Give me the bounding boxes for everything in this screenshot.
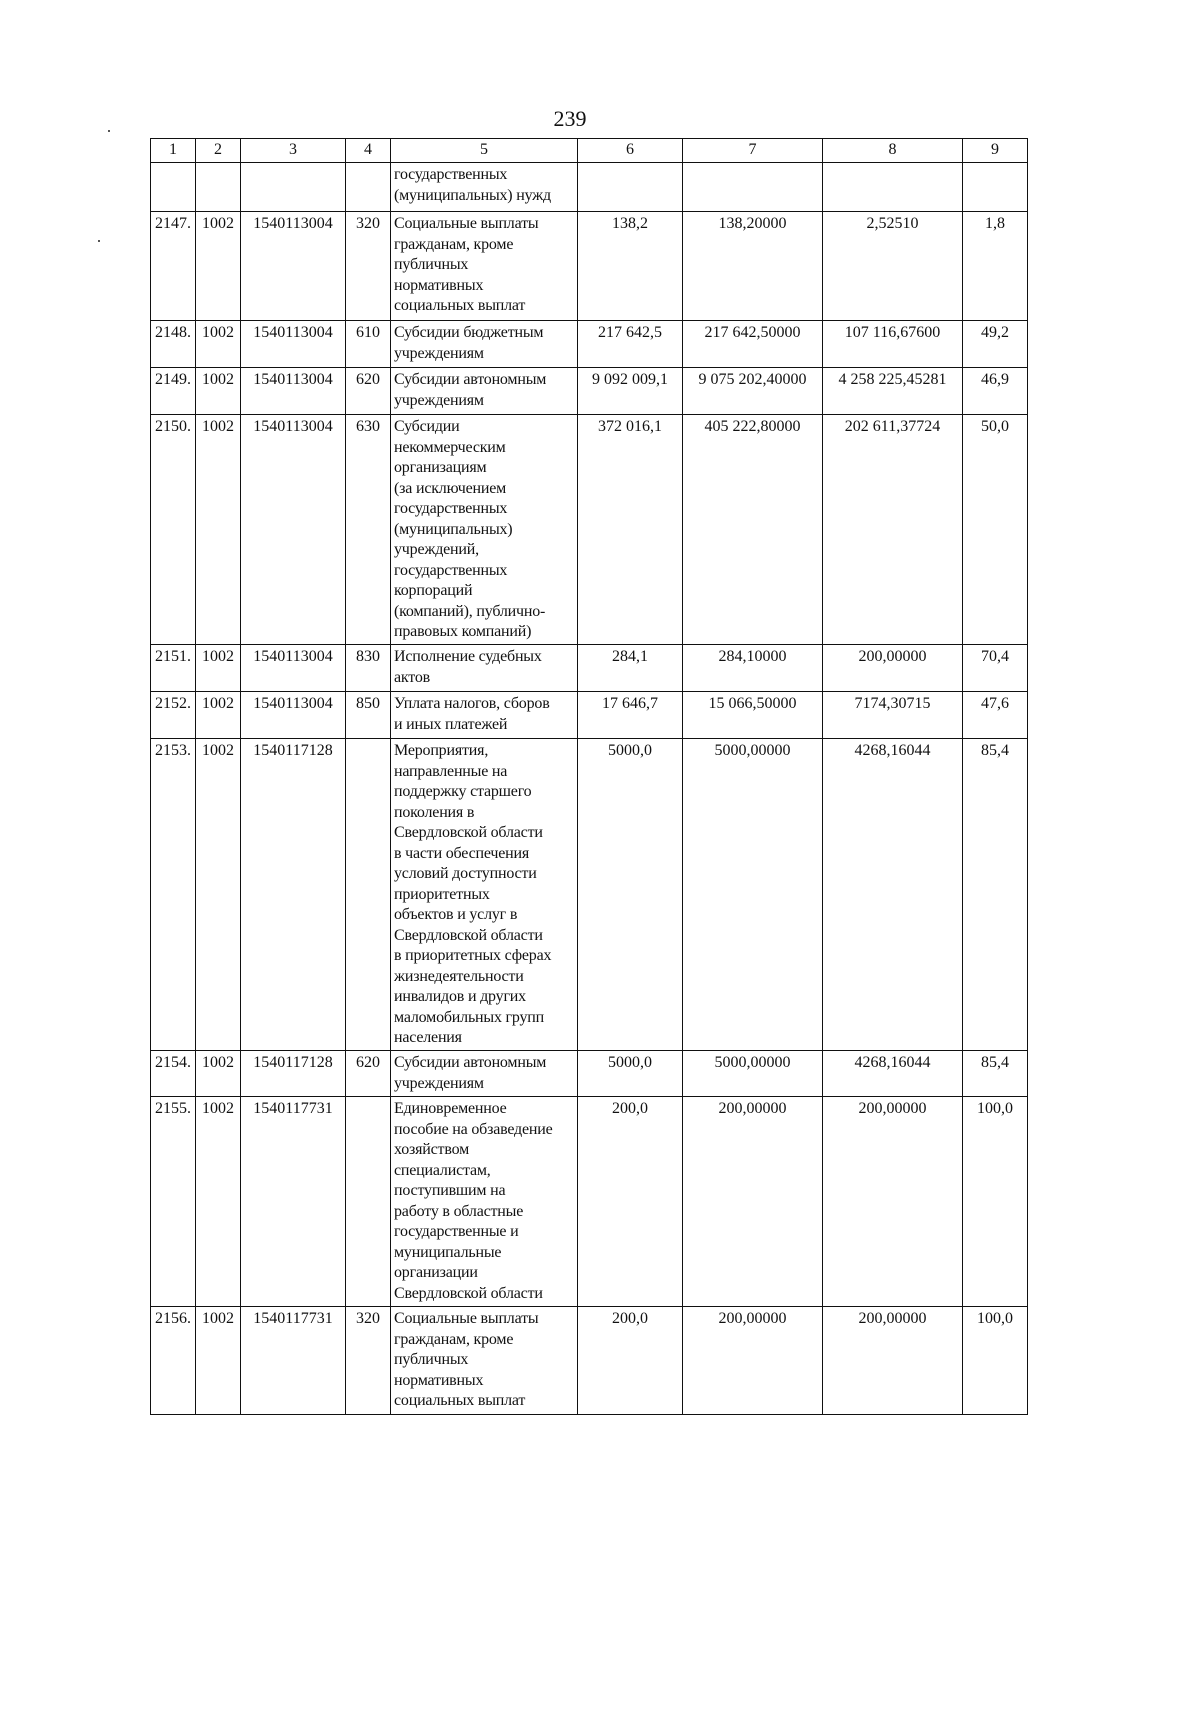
execution-percent-cell: 46,9	[963, 368, 1028, 415]
expense-type-code-cell: 630	[346, 415, 391, 645]
budget-list-amount-cell: 217 642,50000	[683, 321, 823, 368]
executed-amount-cell: 4268,16044	[823, 1051, 963, 1097]
section-code-cell: 1002	[196, 645, 241, 692]
expense-type-code-cell: 620	[346, 1051, 391, 1097]
approved-amount-cell: 372 016,1	[578, 415, 683, 645]
budget-list-amount-cell: 200,00000	[683, 1307, 823, 1415]
approved-amount-cell: 9 092 009,1	[578, 368, 683, 415]
budget-list-amount-cell: 5000,00000	[683, 739, 823, 1051]
target-article-code-cell: 1540113004	[241, 368, 346, 415]
execution-percent-cell: 100,0	[963, 1097, 1028, 1307]
execution-percent-cell: 1,8	[963, 212, 1028, 321]
target-article-code-cell: 1540117128	[241, 1051, 346, 1097]
budget-list-amount-cell	[683, 163, 823, 212]
budget-list-amount-cell: 284,10000	[683, 645, 823, 692]
execution-percent-cell: 100,0	[963, 1307, 1028, 1415]
budget-list-amount-cell: 200,00000	[683, 1097, 823, 1307]
section-code-cell	[196, 163, 241, 212]
row-number-cell: 2148.	[151, 321, 196, 368]
budget-table	[150, 138, 1028, 1415]
budget-list-amount-cell: 9 075 202,40000	[683, 368, 823, 415]
table-row	[151, 739, 1028, 1051]
expense-type-code-cell: 620	[346, 368, 391, 415]
budget-list-amount-cell: 15 066,50000	[683, 692, 823, 739]
expense-type-code-cell: 320	[346, 212, 391, 321]
row-number-cell: 2151.	[151, 645, 196, 692]
table-row	[151, 212, 1028, 321]
target-article-code-cell: 1540117128	[241, 739, 346, 1051]
expense-type-code-cell	[346, 1097, 391, 1307]
execution-percent-cell: 70,4	[963, 645, 1028, 692]
table-row	[151, 1097, 1028, 1307]
budget-list-amount-cell: 405 222,80000	[683, 415, 823, 645]
row-number-cell	[151, 163, 196, 212]
target-article-code-cell: 1540113004	[241, 212, 346, 321]
table-row	[151, 1051, 1028, 1097]
executed-amount-cell: 2,52510	[823, 212, 963, 321]
execution-percent-cell: 49,2	[963, 321, 1028, 368]
executed-amount-cell: 107 116,67600	[823, 321, 963, 368]
description-cell: Субсидии некоммерческим организациям (за исключением государственных (муниципальных) учреждений, государственных корпораций (компаний), публично- правовых компаний)	[391, 415, 578, 645]
table-row	[151, 415, 1028, 645]
section-code-cell: 1002	[196, 1051, 241, 1097]
scan-speck	[108, 130, 110, 132]
description-cell: Субсидии автономным учреждениям	[391, 1051, 578, 1097]
table-row	[151, 645, 1028, 692]
column-header-1: 1	[151, 139, 196, 163]
expense-type-code-cell	[346, 163, 391, 212]
budget-list-amount-cell: 138,20000	[683, 212, 823, 321]
row-number-cell: 2149.	[151, 368, 196, 415]
column-header-5: 5	[391, 139, 578, 163]
section-code-cell: 1002	[196, 368, 241, 415]
execution-percent-cell: 50,0	[963, 415, 1028, 645]
row-number-cell: 2147.	[151, 212, 196, 321]
expense-type-code-cell: 610	[346, 321, 391, 368]
section-code-cell: 1002	[196, 1307, 241, 1415]
description-cell: Социальные выплаты гражданам, кроме публичных нормативных социальных выплат	[391, 212, 578, 321]
approved-amount-cell: 138,2	[578, 212, 683, 321]
column-header-9: 9	[963, 139, 1028, 163]
section-code-cell: 1002	[196, 415, 241, 645]
table-row	[151, 368, 1028, 415]
approved-amount-cell: 200,0	[578, 1307, 683, 1415]
target-article-code-cell	[241, 163, 346, 212]
expense-type-code-cell: 320	[346, 1307, 391, 1415]
table-row	[151, 321, 1028, 368]
target-article-code-cell: 1540113004	[241, 415, 346, 645]
executed-amount-cell: 200,00000	[823, 1097, 963, 1307]
column-header-8: 8	[823, 139, 963, 163]
column-header-3: 3	[241, 139, 346, 163]
description-cell: Единовременное пособие на обзаведение хозяйством специалистам, поступившим на работу в областные государственные и муниципальные организации Свердловской области	[391, 1097, 578, 1307]
approved-amount-cell: 200,0	[578, 1097, 683, 1307]
table-row	[151, 163, 1028, 212]
expense-type-code-cell	[346, 739, 391, 1051]
column-header-2: 2	[196, 139, 241, 163]
executed-amount-cell: 200,00000	[823, 645, 963, 692]
approved-amount-cell: 17 646,7	[578, 692, 683, 739]
row-number-cell: 2154.	[151, 1051, 196, 1097]
description-cell: Уплата налогов, сборов и иных платежей	[391, 692, 578, 739]
row-number-cell: 2150.	[151, 415, 196, 645]
description-cell: Социальные выплаты гражданам, кроме публичных нормативных социальных выплат	[391, 1307, 578, 1415]
row-number-cell: 2153.	[151, 739, 196, 1051]
description-cell: Субсидии бюджетным учреждениям	[391, 321, 578, 368]
expense-type-code-cell: 850	[346, 692, 391, 739]
approved-amount-cell: 217 642,5	[578, 321, 683, 368]
table-row	[151, 1307, 1028, 1415]
description-cell: Мероприятия, направленные на поддержку старшего поколения в Свердловской области в части обеспечения условий доступности приоритетных объектов и услуг в Свердловской области в приоритетных сферах жизнедеятельности инвалидов и других маломобильных групп населения	[391, 739, 578, 1051]
approved-amount-cell: 5000,0	[578, 1051, 683, 1097]
executed-amount-cell: 7174,30715	[823, 692, 963, 739]
approved-amount-cell	[578, 163, 683, 212]
expense-type-code-cell: 830	[346, 645, 391, 692]
target-article-code-cell: 1540113004	[241, 645, 346, 692]
execution-percent-cell: 85,4	[963, 1051, 1028, 1097]
section-code-cell: 1002	[196, 321, 241, 368]
page-number: 239	[553, 106, 587, 131]
execution-percent-cell: 85,4	[963, 739, 1028, 1051]
section-code-cell: 1002	[196, 212, 241, 321]
section-code-cell: 1002	[196, 692, 241, 739]
approved-amount-cell: 284,1	[578, 645, 683, 692]
description-cell: государственных (муниципальных) нужд	[391, 163, 578, 212]
budget-list-amount-cell: 5000,00000	[683, 1051, 823, 1097]
execution-percent-cell	[963, 163, 1028, 212]
scan-speck	[98, 240, 100, 242]
column-header-7: 7	[683, 139, 823, 163]
description-cell: Субсидии автономным учреждениям	[391, 368, 578, 415]
executed-amount-cell: 4 258 225,45281	[823, 368, 963, 415]
executed-amount-cell: 4268,16044	[823, 739, 963, 1051]
header-row	[151, 139, 1028, 163]
executed-amount-cell: 200,00000	[823, 1307, 963, 1415]
section-code-cell: 1002	[196, 739, 241, 1051]
executed-amount-cell: 202 611,37724	[823, 415, 963, 645]
execution-percent-cell: 47,6	[963, 692, 1028, 739]
description-cell: Исполнение судебных актов	[391, 645, 578, 692]
target-article-code-cell: 1540117731	[241, 1097, 346, 1307]
target-article-code-cell: 1540113004	[241, 692, 346, 739]
target-article-code-cell: 1540113004	[241, 321, 346, 368]
column-header-6: 6	[578, 139, 683, 163]
table-row	[151, 692, 1028, 739]
column-header-4: 4	[346, 139, 391, 163]
target-article-code-cell: 1540117731	[241, 1307, 346, 1415]
row-number-cell: 2152.	[151, 692, 196, 739]
row-number-cell: 2155.	[151, 1097, 196, 1307]
approved-amount-cell: 5000,0	[578, 739, 683, 1051]
row-number-cell: 2156.	[151, 1307, 196, 1415]
section-code-cell: 1002	[196, 1097, 241, 1307]
executed-amount-cell	[823, 163, 963, 212]
